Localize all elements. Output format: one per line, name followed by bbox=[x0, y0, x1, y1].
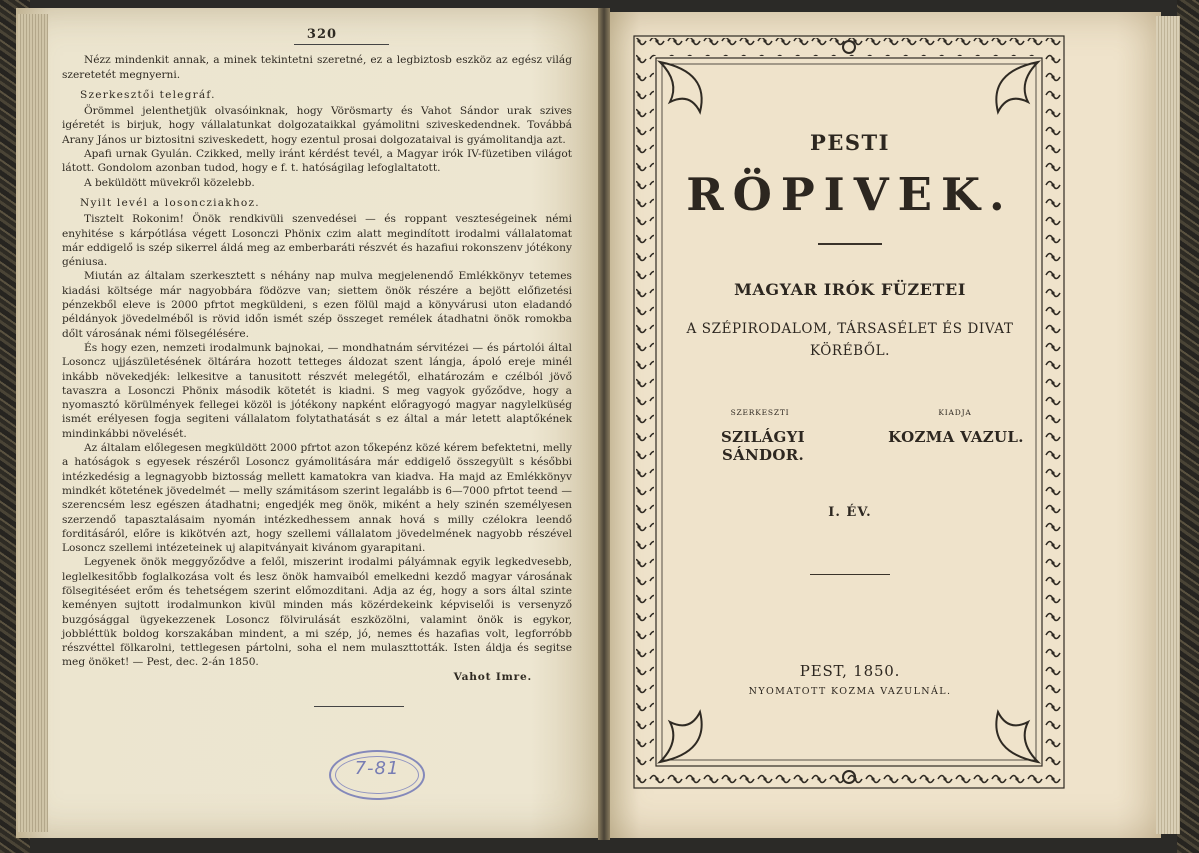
paragraph: Nézz mindenkit annak, a minek tekintetni szeretné, ez a legbiztosb eszköz az egész világ szeretetét megnyerni. bbox=[62, 54, 572, 81]
page-number-rule bbox=[294, 44, 389, 45]
title-rule bbox=[818, 243, 882, 245]
book-gutter bbox=[598, 8, 610, 840]
paragraph: Az általam előlegesen megküldött 2000 pfrtot azon tőkepénz közé kérem befektetni, melly a hatóságok s egyesek részéről Losoncz gyámolitására már eddigelő összegyült s későbbi intézkedésig a legnagyobb biztosság mellett kamatokra van kiadva. Ha majd az Emlékkönyv mindkét kötetének jövedelmét — melly számitásom szerint legalább is 6—7000 pfrtot teend — szerencsém lesz egészen átadhatni; engedjék meg önök, miként a hely szinén személyesen szerzendő tapasztalásaim nyomán intézkedhessem annak hová s milly czélokra leendő forditásáról, előre is kikötvén azt, hogy szellemi vállalatom jövedelmének nagyobb részével Losoncz szellemi intézeteinek uj alapitványait kivánom gyarapitani. bbox=[62, 442, 572, 555]
place-date: PEST, 1850. bbox=[799, 662, 901, 680]
year-label: I. ÉV. bbox=[828, 505, 872, 520]
title-main: RÖPIVEK. bbox=[686, 168, 1014, 221]
signature: Vahot Imre. bbox=[453, 670, 532, 683]
editor-name: SZILÁGYI SÁNDOR. bbox=[721, 428, 805, 464]
paragraph-list bbox=[62, 53, 572, 669]
stamp-ring bbox=[335, 756, 419, 794]
bottom-rule bbox=[810, 574, 890, 575]
section-heading: Szerkesztői telegráf. bbox=[80, 88, 216, 101]
book-cover-right bbox=[1177, 0, 1199, 853]
right-page-edges bbox=[1156, 16, 1180, 834]
paragraph: Apafi urnak Gyulán. Czikked, melly iránt kérdést tevél, a Magyar irók IV-füzetiben világot látott. Gondolom azonban tudod, hogy e f. t. hatóságilag lefoglaltatott. bbox=[62, 148, 572, 175]
paragraph: És hogy ezen, nemzeti irodalmunk bajnokai, — mondhatnám sérvitézei — és pártolói által Losoncz ujjászületésének öltárára hozott tetteges áldozat szent lángja, ápoló ereje minél inkább növekedjék: lelkesitve a tanusitott részvét melegétől, elhatározám e czélból jövő tavaszra a Losonczi Phönix második kötetét is kiadni. S meg vagyok győződve, hogy a nyomasztó körülmények fellegei közöl is jótékony napként előragyogó magyar nagylelküség ismét erélyesen fogja segiteni vállalatom folytathatását s ez által a már letett alaptőkének mindinkábbi növelését. bbox=[62, 341, 572, 440]
title-top: PESTI bbox=[810, 130, 890, 155]
page-number: 320 bbox=[306, 27, 338, 42]
left-page-edges bbox=[18, 14, 48, 832]
subtitle: MAGYAR IRÓK FÜZETEI bbox=[734, 280, 966, 299]
printer-line: NYOMATOTT KOZMA VAZULNÁL. bbox=[748, 686, 952, 697]
subtitle-secondary bbox=[650, 318, 1050, 362]
paragraph: Tisztelt Rokonim! Önök rendkivüli szenvedései — és roppant veszteségeinek némi enyhitése s kárpótlása végett Losonczi Phönix czim alatt megindított irodalmi vállalatomat már eddigelő is szép sikerrel áldá meg az emberbaráti részvét és hazafiui rokonszenv jótékony géniusa. bbox=[62, 213, 572, 269]
editor-label: SZERKESZTI bbox=[730, 408, 790, 417]
paragraph: Legyenek önök meggyőződve a felől, miszerint irodalmi pályámnak egyik legkedvesebb, leglelkesitőbb foglalkozása volt és lesz önök hamvaiból emelkedni kezdő magyar városának fölsegitéséet erőm és tehetségem szerint előmozditani. Adja az ég, hogy a sors által szinte keményen sujtott irodalmunkon kivül minden más közérdekeink képviselői is versenyző buzgósággal ügyekezzenek Losoncz fölvirulását eszközölni, valamint önök is egykor, jobbléttük boldog korszakában mindent, a mi szép, jó, nemes és hazafias volt, legforróbb részvéttel fölkarolni, tettlegesen pártolni, soha el nem mulaszttották. Isten áldja és segitse meg önöket! — Pest, dec. 2-án 1850. bbox=[62, 556, 572, 669]
end-rule bbox=[314, 706, 404, 707]
left-page-text bbox=[62, 28, 572, 707]
section-heading: Nyilt levél a losoncziakhoz. bbox=[80, 196, 260, 209]
subtitle-line-2: KÖRÉBŐL. bbox=[809, 343, 891, 359]
library-stamp bbox=[329, 750, 425, 800]
publisher-name: KOZMA VAZUL. bbox=[888, 428, 1024, 446]
paragraph: A beküldött müvekről közelebb. bbox=[84, 176, 255, 189]
paragraph: Örömmel jelenthetjük olvasóinknak, hogy Vörösmarty és Vahot Sándor urak szives igéretét is birjuk, hogy vállalatunkat dolgozataikkal gyámolitni sziveskedendnek. Továbbá Arany János ur biztositni sziveskedett, hogy ezentul prosai dolgozataival is gyámolitandja azt. bbox=[62, 105, 572, 146]
stamp-number: 7-81 bbox=[354, 758, 400, 779]
publisher-label: KIADJA bbox=[938, 408, 972, 417]
paragraph: Miután az általam szerkesztett s néhány nap mulva megjelenendő Emlékkönyv tetemes kiadási költsége már nagyobbára födözve van; siettem önök részére a bejött előfizetési pénzekből eleve is 2000 pfrtot megküldeni, s ezen fölül majd a könyvárusi uton eladandó példányok jövedelméből is rövid időn ismét szép összeget remélek átadhatni önök romokba dőlt városának némi fölsegélésére. bbox=[62, 270, 572, 340]
subtitle-line-1: A SZÉPIRODALOM, TÁRSASÉLET ÉS DIVAT bbox=[686, 321, 1014, 337]
